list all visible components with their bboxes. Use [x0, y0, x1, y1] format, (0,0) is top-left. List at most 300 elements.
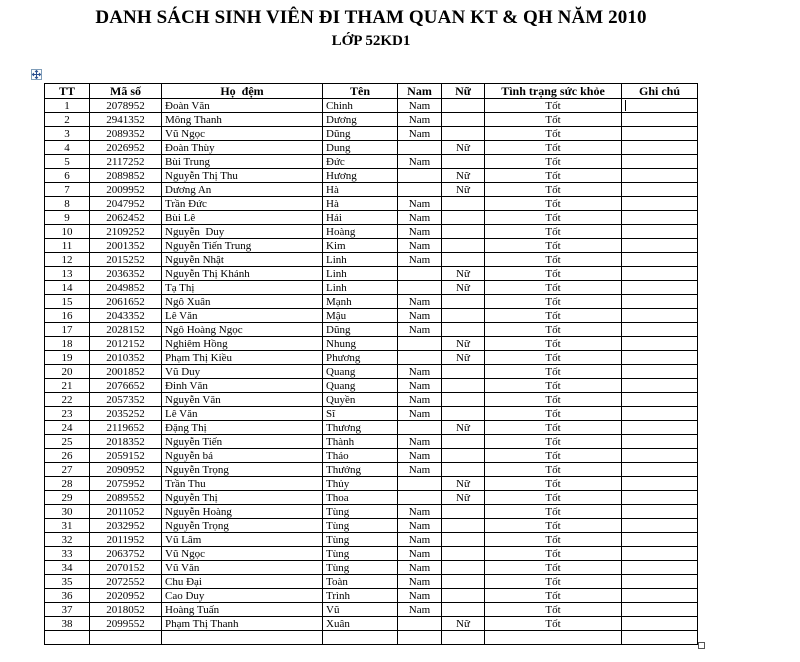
cell-suc-khoe[interactable]: Tốt	[485, 309, 622, 323]
cell-ho-dem[interactable]: Chu Đại	[162, 575, 323, 589]
cell-nam[interactable]	[398, 617, 442, 631]
cell-ten[interactable]: Thành	[323, 435, 398, 449]
cell-ghi-chu[interactable]	[622, 631, 698, 645]
cell-ma-so[interactable]: 2011052	[90, 505, 162, 519]
cell-suc-khoe[interactable]: Tốt	[485, 113, 622, 127]
cell-suc-khoe[interactable]: Tốt	[485, 337, 622, 351]
cell-ma-so[interactable]: 2018052	[90, 603, 162, 617]
cell-ghi-chu[interactable]	[622, 617, 698, 631]
cell-nu[interactable]	[442, 197, 485, 211]
cell-nam[interactable]: Nam	[398, 253, 442, 267]
cell-ma-so[interactable]: 2009952	[90, 183, 162, 197]
cell-ho-dem[interactable]: Vũ Lâm	[162, 533, 323, 547]
cell-ten[interactable]: Tùng	[323, 561, 398, 575]
cell-ten[interactable]: Mạnh	[323, 295, 398, 309]
cell-nu[interactable]	[442, 127, 485, 141]
cell-ma-so[interactable]: 2057352	[90, 393, 162, 407]
cell-ma-so[interactable]: 2061652	[90, 295, 162, 309]
cell-ho-dem[interactable]: Trần Đức	[162, 197, 323, 211]
cell-ten[interactable]: Xuân	[323, 617, 398, 631]
cell-ghi-chu[interactable]	[622, 169, 698, 183]
cell-nam[interactable]	[398, 183, 442, 197]
cell-tt[interactable]: 32	[45, 533, 90, 547]
cell-ten[interactable]: Quang	[323, 365, 398, 379]
cell-ten[interactable]: Tùng	[323, 519, 398, 533]
cell-ten[interactable]	[323, 631, 398, 645]
cell-nam[interactable]	[398, 631, 442, 645]
cell-ghi-chu[interactable]	[622, 505, 698, 519]
cell-tt[interactable]: 15	[45, 295, 90, 309]
cell-ma-so[interactable]: 2062452	[90, 211, 162, 225]
cell-ten[interactable]: Tùng	[323, 533, 398, 547]
cell-suc-khoe[interactable]: Tốt	[485, 225, 622, 239]
cell-ma-so[interactable]: 2090952	[90, 463, 162, 477]
cell-nu[interactable]	[442, 113, 485, 127]
cell-nam[interactable]: Nam	[398, 309, 442, 323]
cell-suc-khoe[interactable]: Tốt	[485, 141, 622, 155]
cell-nu[interactable]	[442, 631, 485, 645]
cell-ten[interactable]: Mậu	[323, 309, 398, 323]
cell-nam[interactable]	[398, 337, 442, 351]
cell-suc-khoe[interactable]: Tốt	[485, 127, 622, 141]
cell-tt[interactable]: 3	[45, 127, 90, 141]
cell-tt[interactable]: 29	[45, 491, 90, 505]
cell-nam[interactable]: Nam	[398, 561, 442, 575]
cell-ma-so[interactable]: 2075952	[90, 477, 162, 491]
cell-suc-khoe[interactable]: Tốt	[485, 449, 622, 463]
cell-ma-so[interactable]: 2018352	[90, 435, 162, 449]
cell-nu[interactable]	[442, 603, 485, 617]
cell-tt[interactable]: 16	[45, 309, 90, 323]
cell-tt[interactable]: 18	[45, 337, 90, 351]
cell-ma-so[interactable]: 2119652	[90, 421, 162, 435]
cell-ten[interactable]: Tùng	[323, 505, 398, 519]
cell-nu[interactable]: Nữ	[442, 337, 485, 351]
cell-nu[interactable]: Nữ	[442, 169, 485, 183]
cell-ghi-chu[interactable]	[622, 253, 698, 267]
cell-tt[interactable]: 36	[45, 589, 90, 603]
cell-ghi-chu[interactable]	[622, 365, 698, 379]
cell-nam[interactable]: Nam	[398, 519, 442, 533]
cell-nu[interactable]	[442, 575, 485, 589]
cell-suc-khoe[interactable]: Tốt	[485, 365, 622, 379]
cell-ho-dem[interactable]: Bùi Lê	[162, 211, 323, 225]
cell-nam[interactable]: Nam	[398, 407, 442, 421]
cell-nam[interactable]: Nam	[398, 239, 442, 253]
cell-ma-so[interactable]: 2059152	[90, 449, 162, 463]
cell-suc-khoe[interactable]: Tốt	[485, 379, 622, 393]
cell-ghi-chu[interactable]	[622, 561, 698, 575]
cell-nu[interactable]: Nữ	[442, 183, 485, 197]
cell-ghi-chu[interactable]	[622, 575, 698, 589]
cell-ten[interactable]: Hương	[323, 169, 398, 183]
cell-nam[interactable]	[398, 141, 442, 155]
cell-ho-dem[interactable]: Nguyễn Thị Thu	[162, 169, 323, 183]
cell-ghi-chu[interactable]	[622, 295, 698, 309]
cell-ten[interactable]: Hải	[323, 211, 398, 225]
cell-nu[interactable]	[442, 435, 485, 449]
cell-ho-dem[interactable]: Vũ Ngọc	[162, 547, 323, 561]
cell-nu[interactable]	[442, 547, 485, 561]
cell-ghi-chu[interactable]	[622, 463, 698, 477]
cell-nu[interactable]	[442, 505, 485, 519]
cell-ghi-chu[interactable]	[622, 337, 698, 351]
cell-ghi-chu[interactable]	[622, 99, 698, 113]
cell-ten[interactable]: Nhung	[323, 337, 398, 351]
cell-suc-khoe[interactable]: Tốt	[485, 253, 622, 267]
cell-ghi-chu[interactable]	[622, 435, 698, 449]
cell-ma-so[interactable]: 2035252	[90, 407, 162, 421]
cell-suc-khoe[interactable]: Tốt	[485, 211, 622, 225]
cell-ma-so[interactable]: 2099552	[90, 617, 162, 631]
cell-ghi-chu[interactable]	[622, 547, 698, 561]
cell-ghi-chu[interactable]	[622, 519, 698, 533]
cell-ten[interactable]: Dương	[323, 113, 398, 127]
cell-tt[interactable]	[45, 631, 90, 645]
cell-tt[interactable]: 26	[45, 449, 90, 463]
cell-tt[interactable]: 37	[45, 603, 90, 617]
cell-nu[interactable]: Nữ	[442, 267, 485, 281]
cell-suc-khoe[interactable]: Tốt	[485, 407, 622, 421]
cell-suc-khoe[interactable]: Tốt	[485, 575, 622, 589]
cell-ho-dem[interactable]: Đoàn Thùy	[162, 141, 323, 155]
cell-nu[interactable]: Nữ	[442, 351, 485, 365]
cell-nu[interactable]	[442, 211, 485, 225]
cell-tt[interactable]: 22	[45, 393, 90, 407]
cell-ghi-chu[interactable]	[622, 183, 698, 197]
cell-ghi-chu[interactable]	[622, 379, 698, 393]
cell-tt[interactable]: 9	[45, 211, 90, 225]
cell-tt[interactable]: 11	[45, 239, 90, 253]
cell-ma-so[interactable]: 2032952	[90, 519, 162, 533]
cell-ghi-chu[interactable]	[622, 407, 698, 421]
cell-suc-khoe[interactable]: Tốt	[485, 183, 622, 197]
cell-ten[interactable]: Trình	[323, 589, 398, 603]
cell-ten[interactable]: Linh	[323, 267, 398, 281]
cell-ma-so[interactable]: 2020952	[90, 589, 162, 603]
cell-ten[interactable]: Tùng	[323, 547, 398, 561]
cell-ho-dem[interactable]: Vũ Văn	[162, 561, 323, 575]
cell-ghi-chu[interactable]	[622, 477, 698, 491]
cell-nu[interactable]	[442, 323, 485, 337]
cell-ghi-chu[interactable]	[622, 323, 698, 337]
cell-ho-dem[interactable]: Đinh Văn	[162, 379, 323, 393]
cell-ghi-chu[interactable]	[622, 603, 698, 617]
cell-ma-so[interactable]: 2010352	[90, 351, 162, 365]
cell-ghi-chu[interactable]	[622, 309, 698, 323]
cell-ma-so[interactable]: 2941352	[90, 113, 162, 127]
cell-nam[interactable]	[398, 169, 442, 183]
cell-nam[interactable]: Nam	[398, 113, 442, 127]
cell-suc-khoe[interactable]: Tốt	[485, 435, 622, 449]
cell-ho-dem[interactable]: Cao Duy	[162, 589, 323, 603]
cell-nu[interactable]	[442, 365, 485, 379]
cell-ghi-chu[interactable]	[622, 281, 698, 295]
table-move-handle-icon[interactable]	[31, 69, 42, 80]
cell-ho-dem[interactable]: Nguyễn bá	[162, 449, 323, 463]
cell-tt[interactable]: 2	[45, 113, 90, 127]
cell-nu[interactable]	[442, 449, 485, 463]
cell-ho-dem[interactable]: Nguyễn Trọng	[162, 519, 323, 533]
cell-nam[interactable]: Nam	[398, 449, 442, 463]
cell-ho-dem[interactable]: Lê Văn	[162, 407, 323, 421]
cell-ma-so[interactable]: 2072552	[90, 575, 162, 589]
cell-tt[interactable]: 8	[45, 197, 90, 211]
cell-tt[interactable]: 33	[45, 547, 90, 561]
cell-ho-dem[interactable]: Nguyễn Hoàng	[162, 505, 323, 519]
cell-ho-dem[interactable]: Ngô Hoàng Ngọc	[162, 323, 323, 337]
cell-suc-khoe[interactable]: Tốt	[485, 491, 622, 505]
cell-tt[interactable]: 17	[45, 323, 90, 337]
cell-nam[interactable]: Nam	[398, 589, 442, 603]
cell-nam[interactable]	[398, 421, 442, 435]
cell-ten[interactable]: Thương	[323, 421, 398, 435]
cell-nam[interactable]: Nam	[398, 547, 442, 561]
cell-ma-so[interactable]	[90, 631, 162, 645]
cell-suc-khoe[interactable]: Tốt	[485, 533, 622, 547]
cell-nam[interactable]: Nam	[398, 225, 442, 239]
cell-suc-khoe[interactable]: Tốt	[485, 393, 622, 407]
cell-ho-dem[interactable]: Vũ Ngọc	[162, 127, 323, 141]
cell-tt[interactable]: 25	[45, 435, 90, 449]
cell-suc-khoe[interactable]: Tốt	[485, 463, 622, 477]
cell-nam[interactable]	[398, 477, 442, 491]
cell-ghi-chu[interactable]	[622, 449, 698, 463]
cell-ho-dem[interactable]: Đoàn Văn	[162, 99, 323, 113]
cell-ma-so[interactable]: 2063752	[90, 547, 162, 561]
cell-nam[interactable]: Nam	[398, 505, 442, 519]
cell-ma-so[interactable]: 2078952	[90, 99, 162, 113]
cell-nam[interactable]: Nam	[398, 211, 442, 225]
cell-tt[interactable]: 28	[45, 477, 90, 491]
cell-tt[interactable]: 31	[45, 519, 90, 533]
cell-ho-dem[interactable]: Dương An	[162, 183, 323, 197]
cell-ma-so[interactable]: 2015252	[90, 253, 162, 267]
cell-ho-dem[interactable]: Đặng Thị	[162, 421, 323, 435]
cell-nam[interactable]	[398, 351, 442, 365]
cell-ho-dem[interactable]: Lê Văn	[162, 309, 323, 323]
cell-suc-khoe[interactable]: Tốt	[485, 99, 622, 113]
cell-nu[interactable]	[442, 155, 485, 169]
cell-tt[interactable]: 20	[45, 365, 90, 379]
cell-nu[interactable]	[442, 519, 485, 533]
cell-ghi-chu[interactable]	[622, 197, 698, 211]
cell-ma-so[interactable]: 2089852	[90, 169, 162, 183]
cell-tt[interactable]: 34	[45, 561, 90, 575]
cell-ho-dem[interactable]: Nguyễn Duy	[162, 225, 323, 239]
cell-nu[interactable]: Nữ	[442, 421, 485, 435]
cell-suc-khoe[interactable]: Tốt	[485, 561, 622, 575]
cell-suc-khoe[interactable]: Tốt	[485, 239, 622, 253]
cell-nu[interactable]: Nữ	[442, 281, 485, 295]
cell-nu[interactable]: Nữ	[442, 477, 485, 491]
cell-tt[interactable]: 38	[45, 617, 90, 631]
cell-ten[interactable]: Hoàng	[323, 225, 398, 239]
cell-ten[interactable]: Thảo	[323, 449, 398, 463]
cell-ma-so[interactable]: 2109252	[90, 225, 162, 239]
cell-suc-khoe[interactable]: Tốt	[485, 603, 622, 617]
cell-ma-so[interactable]: 2012152	[90, 337, 162, 351]
cell-ten[interactable]: Quyền	[323, 393, 398, 407]
cell-ma-so[interactable]: 2047952	[90, 197, 162, 211]
cell-tt[interactable]: 14	[45, 281, 90, 295]
cell-tt[interactable]: 21	[45, 379, 90, 393]
cell-ho-dem[interactable]: Nguyễn Tiến	[162, 435, 323, 449]
cell-ghi-chu[interactable]	[622, 421, 698, 435]
cell-ma-so[interactable]: 2076652	[90, 379, 162, 393]
cell-nu[interactable]	[442, 533, 485, 547]
cell-ma-so[interactable]: 2043352	[90, 309, 162, 323]
cell-suc-khoe[interactable]: Tốt	[485, 197, 622, 211]
cell-ho-dem[interactable]: Tạ Thị	[162, 281, 323, 295]
cell-tt[interactable]: 1	[45, 99, 90, 113]
cell-suc-khoe[interactable]: Tốt	[485, 519, 622, 533]
cell-ten[interactable]: Thủy	[323, 477, 398, 491]
cell-nam[interactable]: Nam	[398, 155, 442, 169]
cell-tt[interactable]: 4	[45, 141, 90, 155]
cell-ten[interactable]: Chinh	[323, 99, 398, 113]
cell-ho-dem[interactable]: Mông Thanh	[162, 113, 323, 127]
cell-ghi-chu[interactable]	[622, 211, 698, 225]
cell-ghi-chu[interactable]	[622, 589, 698, 603]
cell-ghi-chu[interactable]	[622, 533, 698, 547]
cell-nu[interactable]	[442, 379, 485, 393]
cell-nu[interactable]: Nữ	[442, 141, 485, 155]
cell-ma-so[interactable]: 2089552	[90, 491, 162, 505]
cell-ma-so[interactable]: 2028152	[90, 323, 162, 337]
cell-nam[interactable]: Nam	[398, 575, 442, 589]
cell-ma-so[interactable]: 2011952	[90, 533, 162, 547]
cell-nu[interactable]	[442, 463, 485, 477]
cell-nu[interactable]	[442, 99, 485, 113]
cell-tt[interactable]: 6	[45, 169, 90, 183]
cell-nam[interactable]: Nam	[398, 393, 442, 407]
cell-ho-dem[interactable]: Phạm Thị Kiều	[162, 351, 323, 365]
cell-suc-khoe[interactable]	[485, 631, 622, 645]
cell-ma-so[interactable]: 2036352	[90, 267, 162, 281]
cell-suc-khoe[interactable]: Tốt	[485, 169, 622, 183]
cell-nu[interactable]	[442, 589, 485, 603]
cell-nam[interactable]: Nam	[398, 295, 442, 309]
cell-nam[interactable]	[398, 267, 442, 281]
cell-nu[interactable]	[442, 295, 485, 309]
cell-ho-dem[interactable]: Hoàng Tuấn	[162, 603, 323, 617]
cell-ho-dem[interactable]: Bùi Trung	[162, 155, 323, 169]
cell-ho-dem[interactable]: Nguyễn Trọng	[162, 463, 323, 477]
cell-nu[interactable]	[442, 225, 485, 239]
cell-nu[interactable]	[442, 309, 485, 323]
cell-tt[interactable]: 19	[45, 351, 90, 365]
cell-ghi-chu[interactable]	[622, 239, 698, 253]
cell-ghi-chu[interactable]	[622, 127, 698, 141]
cell-ma-so[interactable]: 2001852	[90, 365, 162, 379]
cell-ma-so[interactable]: 2070152	[90, 561, 162, 575]
cell-suc-khoe[interactable]: Tốt	[485, 267, 622, 281]
cell-ho-dem[interactable]: Phạm Thị Thanh	[162, 617, 323, 631]
cell-ten[interactable]: Dũng	[323, 323, 398, 337]
cell-nam[interactable]: Nam	[398, 463, 442, 477]
cell-tt[interactable]: 27	[45, 463, 90, 477]
cell-nam[interactable]: Nam	[398, 435, 442, 449]
cell-nam[interactable]: Nam	[398, 323, 442, 337]
cell-ghi-chu[interactable]	[622, 491, 698, 505]
cell-nu[interactable]	[442, 561, 485, 575]
cell-ghi-chu[interactable]	[622, 225, 698, 239]
cell-ten[interactable]: Linh	[323, 281, 398, 295]
cell-nam[interactable]: Nam	[398, 127, 442, 141]
cell-suc-khoe[interactable]: Tốt	[485, 295, 622, 309]
cell-tt[interactable]: 30	[45, 505, 90, 519]
cell-ma-so[interactable]: 2001352	[90, 239, 162, 253]
cell-nam[interactable]: Nam	[398, 365, 442, 379]
cell-suc-khoe[interactable]: Tốt	[485, 323, 622, 337]
cell-suc-khoe[interactable]: Tốt	[485, 155, 622, 169]
cell-nu[interactable]	[442, 253, 485, 267]
cell-suc-khoe[interactable]: Tốt	[485, 505, 622, 519]
cell-ten[interactable]: Phương	[323, 351, 398, 365]
cell-ma-so[interactable]: 2049852	[90, 281, 162, 295]
cell-ten[interactable]: Quang	[323, 379, 398, 393]
cell-tt[interactable]: 7	[45, 183, 90, 197]
cell-suc-khoe[interactable]: Tốt	[485, 589, 622, 603]
cell-ghi-chu[interactable]	[622, 393, 698, 407]
cell-suc-khoe[interactable]: Tốt	[485, 421, 622, 435]
cell-ma-so[interactable]: 2117252	[90, 155, 162, 169]
cell-suc-khoe[interactable]: Tốt	[485, 547, 622, 561]
cell-ten[interactable]: Kim	[323, 239, 398, 253]
table-resize-handle[interactable]	[698, 642, 705, 649]
cell-nu[interactable]	[442, 239, 485, 253]
cell-nam[interactable]: Nam	[398, 533, 442, 547]
cell-suc-khoe[interactable]: Tốt	[485, 477, 622, 491]
cell-ghi-chu[interactable]	[622, 141, 698, 155]
cell-ten[interactable]: Vũ	[323, 603, 398, 617]
cell-ten[interactable]: Linh	[323, 253, 398, 267]
cell-ho-dem[interactable]: Nguyễn Văn	[162, 393, 323, 407]
cell-ghi-chu[interactable]	[622, 351, 698, 365]
cell-tt[interactable]: 35	[45, 575, 90, 589]
cell-ghi-chu[interactable]	[622, 113, 698, 127]
cell-nam[interactable]: Nam	[398, 197, 442, 211]
cell-nu[interactable]: Nữ	[442, 491, 485, 505]
cell-nam[interactable]: Nam	[398, 379, 442, 393]
cell-ten[interactable]: Sĩ	[323, 407, 398, 421]
cell-tt[interactable]: 24	[45, 421, 90, 435]
cell-ho-dem[interactable]: Nguyễn Nhật	[162, 253, 323, 267]
cell-nu[interactable]: Nữ	[442, 617, 485, 631]
cell-ma-so[interactable]: 2026952	[90, 141, 162, 155]
cell-ho-dem[interactable]: Trần Thu	[162, 477, 323, 491]
cell-nu[interactable]	[442, 393, 485, 407]
cell-ten[interactable]: Dũng	[323, 127, 398, 141]
cell-ten[interactable]: Dung	[323, 141, 398, 155]
cell-ho-dem[interactable]: Nguyễn Thị	[162, 491, 323, 505]
cell-ghi-chu[interactable]	[622, 155, 698, 169]
cell-ten[interactable]: Đức	[323, 155, 398, 169]
cell-nam[interactable]: Nam	[398, 603, 442, 617]
cell-nam[interactable]	[398, 491, 442, 505]
cell-ho-dem[interactable]: Ngô Xuân	[162, 295, 323, 309]
cell-ho-dem[interactable]	[162, 631, 323, 645]
cell-ho-dem[interactable]: Nghiêm Hồng	[162, 337, 323, 351]
cell-nam[interactable]: Nam	[398, 99, 442, 113]
cell-ghi-chu[interactable]	[622, 267, 698, 281]
cell-ten[interactable]: Thưởng	[323, 463, 398, 477]
cell-nu[interactable]	[442, 407, 485, 421]
cell-ten[interactable]: Toàn	[323, 575, 398, 589]
cell-ma-so[interactable]: 2089352	[90, 127, 162, 141]
cell-tt[interactable]: 23	[45, 407, 90, 421]
